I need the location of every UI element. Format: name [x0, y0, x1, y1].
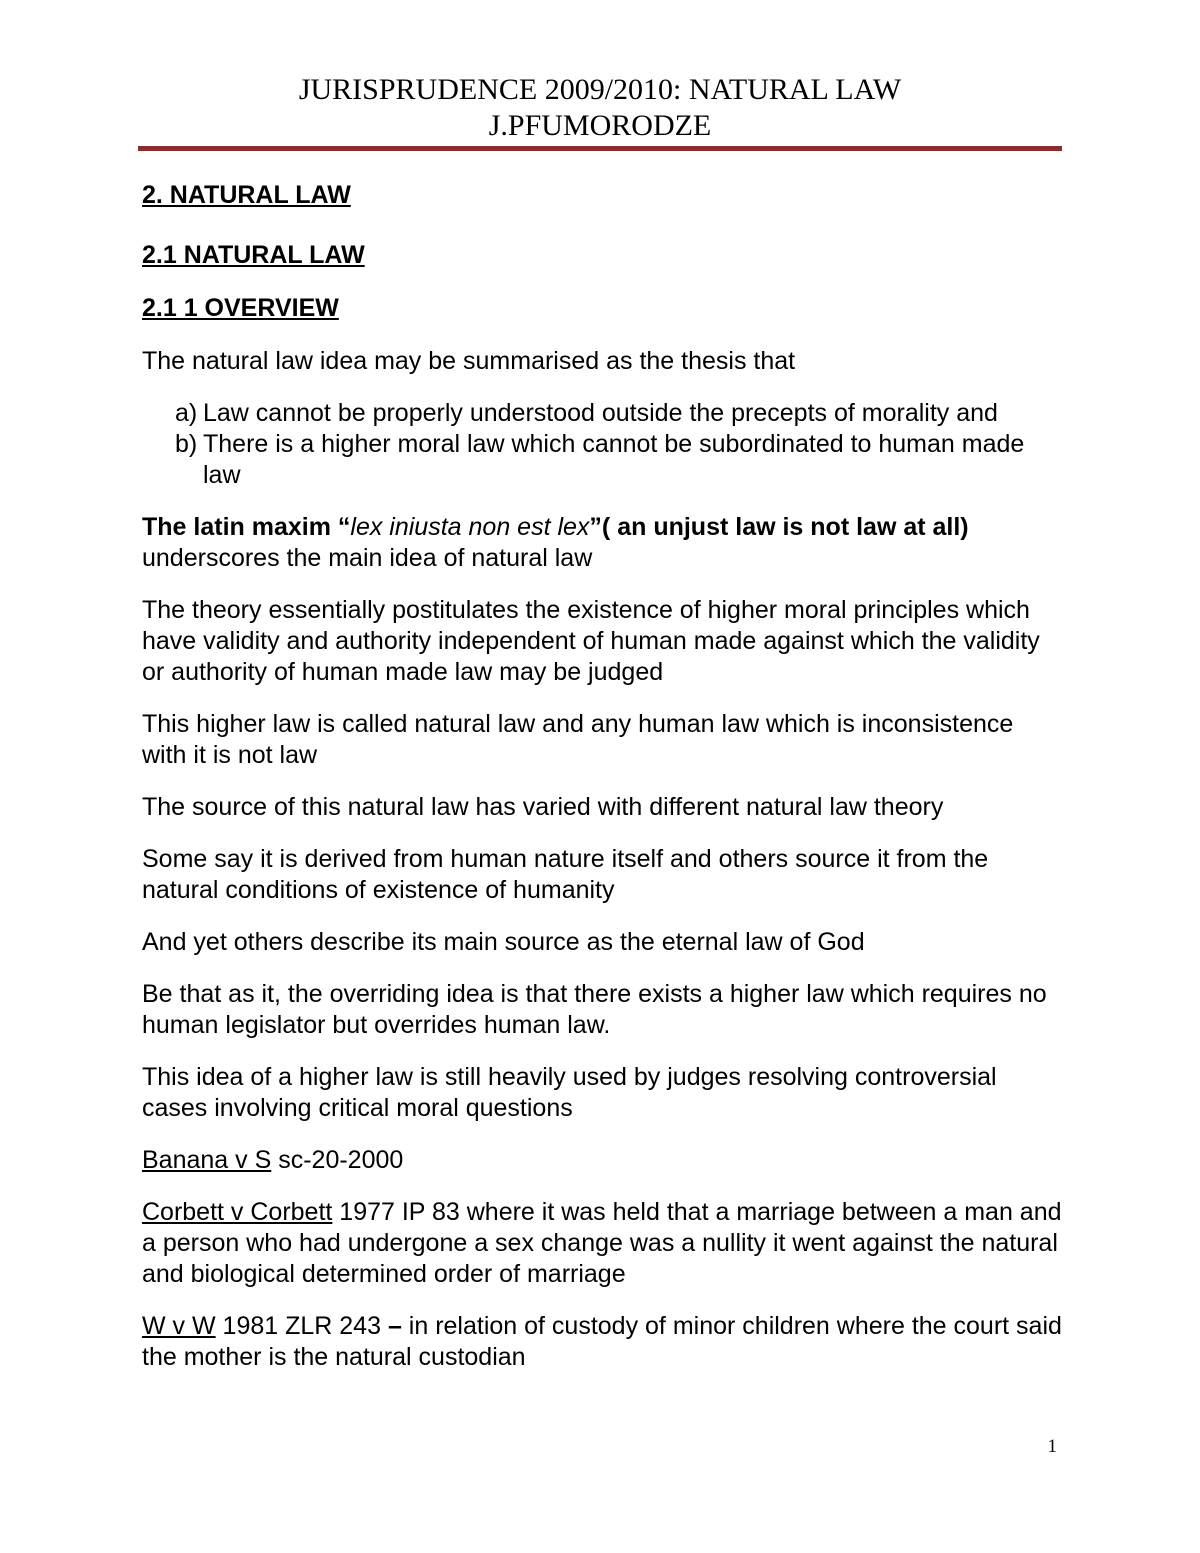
list-item	[142, 429, 1062, 491]
case-citation	[142, 1145, 1062, 1176]
case-citation	[142, 1197, 1062, 1290]
intro-paragraph: The natural law idea may be summarised as the thesis that	[142, 347, 796, 375]
case-name: Banana v S	[142, 1146, 272, 1174]
paragraph: Some say it is derived from human nature itself and others source it from the natural conditions of existence of humanity	[142, 845, 989, 904]
paragraph: Be that as it, the overriding idea is that there exists a higher law which requires no human legislator but overrides human law.	[142, 980, 1047, 1039]
list-item-text: There is a higher moral law which cannot be subordinated to human made law	[203, 430, 1025, 489]
latin-maxim: lex iniusta non est lex	[350, 513, 590, 541]
page-number: 1	[1047, 1436, 1057, 1457]
case-detail: 1981 ZLR 243	[215, 1312, 388, 1340]
paragraph: This idea of a higher law is still heavily used by judges resolving controversial cases involving critical moral questions	[142, 1063, 997, 1122]
maxim-translation: ”( an unjust law is not law at all)	[589, 513, 969, 541]
subsection-heading: 2.1 NATURAL LAW	[142, 241, 365, 269]
header-title: JURISPRUDENCE 2009/2010: NATURAL LAW	[298, 73, 902, 106]
case-detail: 1977 IP 83 where it was held that a marriage between a man and a person who had undergone a sex change was a nullity it went against the natural and biological determined order of marriage	[142, 1198, 1062, 1288]
maxim-intro: The latin maxim “	[142, 513, 351, 541]
case-detail: sc-20-2000	[271, 1146, 404, 1174]
maxim-explanation: underscores the main idea of natural law	[142, 544, 593, 572]
document-body	[142, 180, 1062, 1394]
header-rule	[138, 146, 1062, 151]
header-author: J.PFUMORODZE	[488, 109, 712, 142]
case-name: Corbett v Corbett	[142, 1198, 333, 1226]
list-item-text: Law cannot be properly understood outside the precepts of morality and	[203, 399, 998, 427]
case-detail: in relation of custody of minor children where the court said the mother is the natural custodian	[142, 1312, 1062, 1371]
paragraph: The source of this natural law has varied with different natural law theory	[142, 793, 944, 821]
case-dash: –	[387, 1312, 402, 1340]
paragraph: And yet others describe its main source as the eternal law of God	[142, 928, 865, 956]
list-marker: b)	[175, 430, 198, 458]
case-citation	[142, 1311, 1062, 1373]
paragraph: The theory essentially postitulates the existence of higher moral principles which have validity and authority independent of human made against which the validity or authority of human made law may be judged	[142, 596, 1040, 686]
page-header	[138, 72, 1062, 144]
list-item	[142, 398, 1062, 429]
case-name: W v W	[142, 1312, 216, 1340]
maxim-paragraph	[142, 512, 1062, 574]
section-heading: 2. NATURAL LAW	[142, 181, 351, 209]
thesis-list	[142, 398, 1062, 491]
paragraph: This higher law is called natural law and any human law which is inconsistence with it is not law	[142, 710, 1014, 769]
list-marker: a)	[175, 399, 198, 427]
overview-heading: 2.1 1 OVERVIEW	[142, 294, 339, 322]
